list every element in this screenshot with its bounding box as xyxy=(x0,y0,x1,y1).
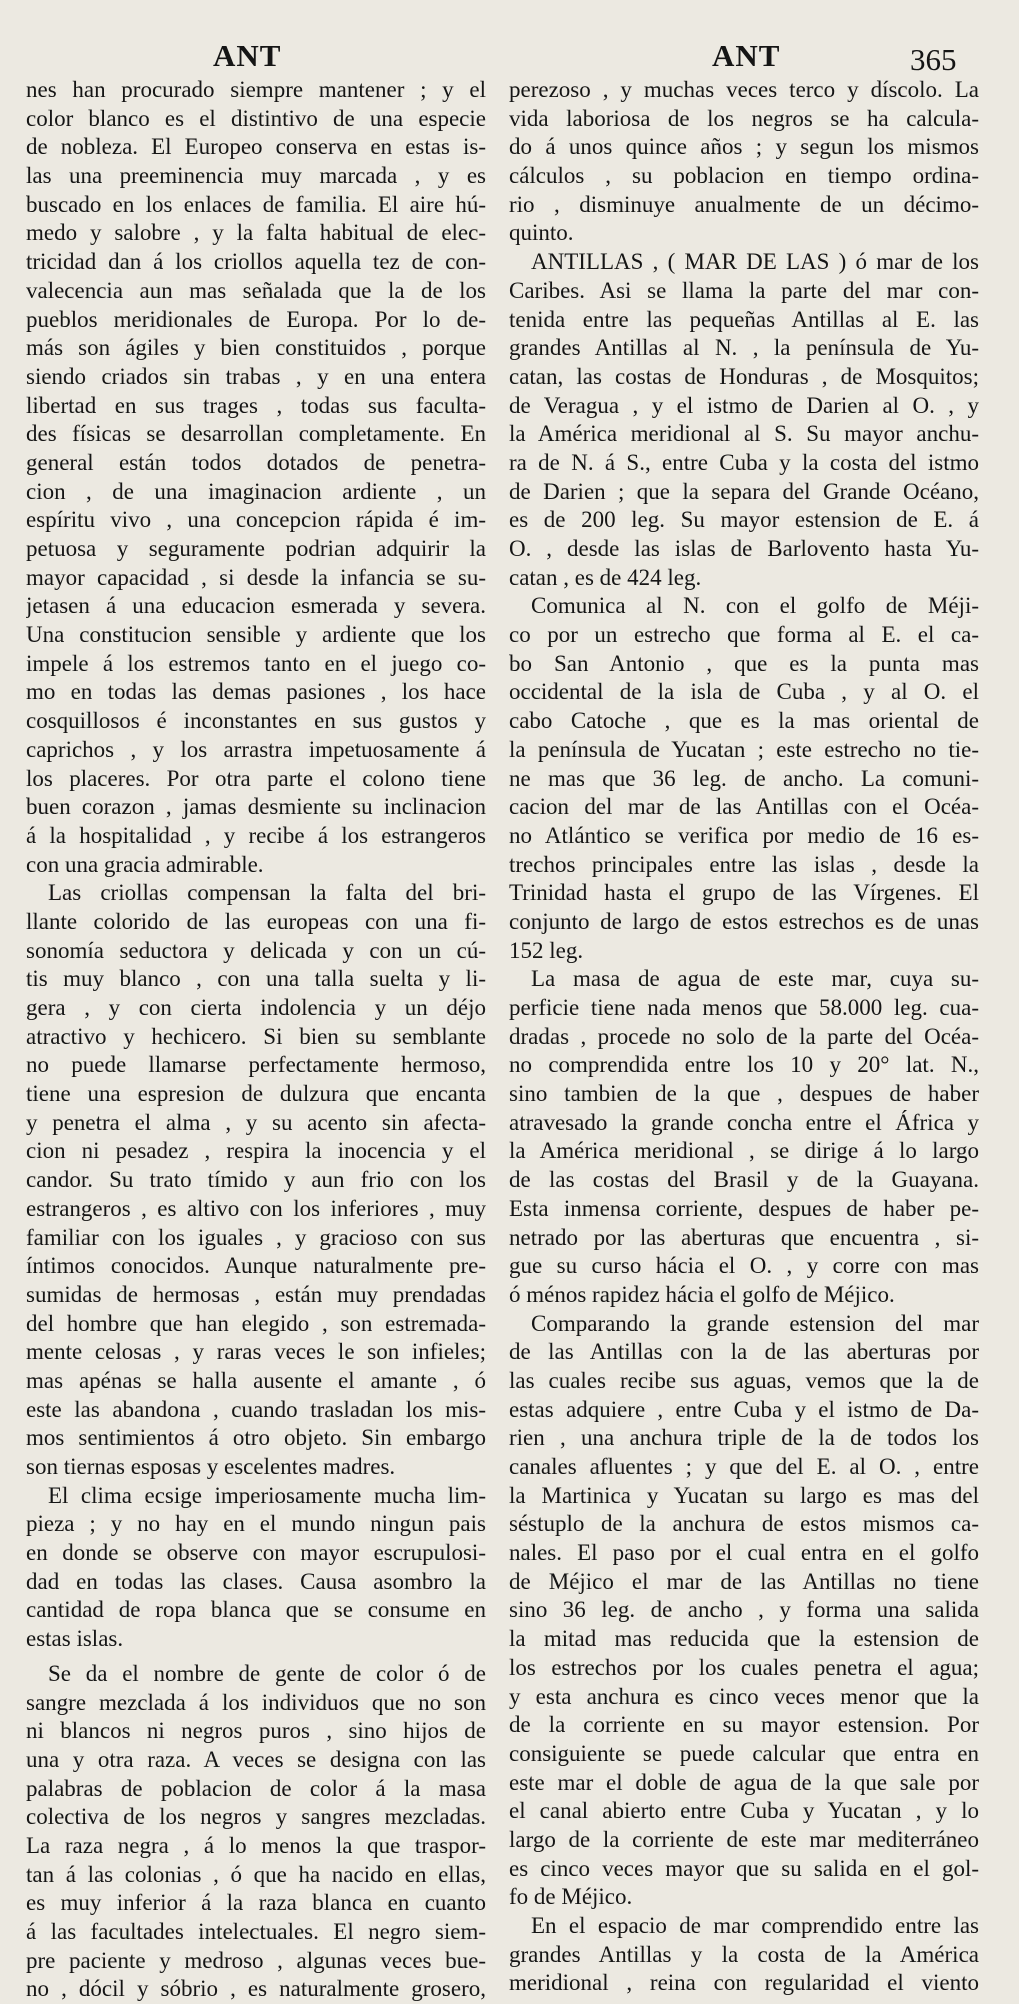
text-line: El clima ecsige imperiosamente mucha lim- xyxy=(48,1482,486,1508)
text-line: vida laboriosa de los negros se ha calcula- xyxy=(509,105,979,131)
text-line: tis muy blanco , con una talla suelta y li- xyxy=(26,966,486,992)
text-line: Comunica al N. con el golfo de Méji- xyxy=(531,593,979,619)
text-line: de nobleza. El Europeo conserva en estas is- xyxy=(26,134,486,160)
text-line: Se da el nombre de gente de color ó de xyxy=(48,1660,486,1686)
text-line: La raza negra , á lo menos la que traspor- xyxy=(26,1832,486,1858)
text-line: tenida entre las pequeñas Antillas al E. las xyxy=(509,306,979,332)
text-line: bo San Antonio , que es la punta mas xyxy=(509,650,979,676)
text-line: no Atlántico se verifica por medio de 16 es- xyxy=(509,822,979,848)
text-line: nales. El paso por el cual entra en el golfo xyxy=(509,1540,979,1566)
text-line: Las criollas compensan la falta del bri- xyxy=(48,880,486,906)
text-line: cantidad de ropa blanca que se consume en xyxy=(26,1597,486,1623)
text-line: grandes Antillas y la costa de la América xyxy=(509,1941,979,1967)
text-line: las una preeminencia muy marcada , y es xyxy=(26,163,486,189)
text-line: grandes Antillas al N. , la península de Yu- xyxy=(509,335,979,361)
text-line: mo en todas las demas pasiones , los hace xyxy=(26,679,486,705)
text-line: rien , una anchura triple de la de todos los xyxy=(509,1425,979,1451)
text-line: jetasen á una educacion esmerada y severa. xyxy=(26,593,486,619)
text-line: des físicas se desarrollan completamente. En xyxy=(26,421,486,447)
text-line: es cinco veces mayor que su salida en el gol- xyxy=(509,1855,979,1881)
text-line: estrangeros , es altivo con los inferiores , muy xyxy=(26,1195,486,1221)
text-line: los estrechos por los cuales penetra el agua; xyxy=(509,1654,979,1680)
text-line: cabo Catoche , que es la mas oriental de xyxy=(509,708,979,734)
text-line: no , dócil y sóbrio , es naturalmente grosero, xyxy=(26,1976,486,2002)
text-line: catan, las costas de Honduras , de Mosquitos; xyxy=(509,363,979,389)
text-line: rio , disminuye anualmente de un décimo- xyxy=(509,191,979,217)
text-line: á la hospitalidad , y recibe á los estrangeros xyxy=(26,822,486,848)
text-line: sino tambien de la que , despues de haber xyxy=(509,1081,979,1107)
text-line: O. , desde las islas de Barlovento hasta Yu- xyxy=(509,536,979,561)
text-line: espíritu vivo , una concepcion rápida é im- xyxy=(26,507,486,533)
text-line: este las abandona , cuando trasladan los mis- xyxy=(26,1396,486,1422)
text-line: ra de N. á S., entre Cuba y la costa del istmo xyxy=(509,449,979,475)
text-line: íntimos conocidos. Aunque naturalmente pre- xyxy=(26,1253,486,1279)
text-line: la Martinica y Yucatan su largo es mas del xyxy=(509,1482,979,1508)
text-line: la península de Yucatan ; este estrecho no tie- xyxy=(509,736,979,762)
text-line: atractivo y hechicero. Si bien su semblante xyxy=(26,1023,486,1049)
text-line: mas apénas se halla ausente el amante , ó xyxy=(26,1367,486,1393)
text-line: con una gracia admirable. xyxy=(26,851,264,877)
text-line: cion , de una imaginacion ardiente , un xyxy=(26,478,486,504)
text-line: cálculos , su poblacion en tiempo ordina- xyxy=(509,163,979,189)
text-line: cion ni pesadez , respira la inocencia y el xyxy=(26,1138,486,1164)
text-line: es de 200 leg. Su mayor estension de E. á xyxy=(509,507,979,533)
text-line: medo y salobre , y la falta habitual de elec- xyxy=(26,220,486,246)
text-line: candor. Su trato tímido y aun frio con los xyxy=(26,1167,486,1193)
text-line: petuosa y seguramente podrian adquirir la xyxy=(26,536,486,561)
text-line: dradas , procede no solo de la parte del Océa- xyxy=(509,1023,979,1049)
text-line: Caribes. Asi se llama la parte del mar con- xyxy=(509,277,979,303)
text-line: occidental de la isla de Cuba , y al O. el xyxy=(509,679,979,705)
text-line: la América meridional , se dirige á lo largo xyxy=(509,1138,979,1164)
right-column xyxy=(509,76,979,1998)
text-line: mayor capacidad , si desde la infancia se su- xyxy=(26,564,486,590)
text-line: cosquillosos é inconstantes en sus gustos y xyxy=(26,708,486,734)
text-line: La masa de agua de este mar, cuya su- xyxy=(531,966,979,992)
text-line: llante colorido de las europeas con una fi- xyxy=(26,908,486,934)
text-line: netrado por las aberturas que encuentra , si- xyxy=(509,1224,979,1250)
text-line: color blanco es el distintivo de una especie xyxy=(26,105,486,131)
text-line: y esta anchura es cinco veces menor que la xyxy=(509,1683,979,1709)
text-line: ó ménos rapidez hácia el golfo de Méjico. xyxy=(509,1281,895,1307)
left-column xyxy=(26,76,486,2004)
text-line: Una constitucion sensible y ardiente que los xyxy=(26,622,486,648)
text-line: canales afluentes ; y que del E. al O. , entre xyxy=(509,1454,979,1479)
text-line: estas adquiere , entre Cuba y el istmo de Da- xyxy=(509,1396,979,1422)
text-line: quinto. xyxy=(509,220,574,246)
text-line: consiguiente se puede calcular que entra en xyxy=(509,1740,979,1766)
text-line: sino 36 leg. de ancho , y forma una salida xyxy=(509,1597,979,1623)
text-line: libertad en sus trages , todas sus faculta- xyxy=(26,392,486,418)
text-line: palabras de poblacion de color á la masa xyxy=(26,1775,486,1801)
text-line: pueblos meridionales de Europa. Por lo de- xyxy=(26,306,486,332)
text-line: tricidad dan á los criollos aquella tez de con- xyxy=(26,249,486,275)
text-line: catan , es de 424 leg. xyxy=(509,564,702,590)
text-line: á las facultades intelectuales. El negro siem- xyxy=(26,1919,486,1944)
text-line: de Darien ; que la separa del Grande Océano, xyxy=(509,478,979,504)
text-line: sonomía seductora y delicada y con un cú- xyxy=(26,937,486,963)
text-line: dad en todas las clases. Causa asombro la xyxy=(26,1568,486,1594)
text-line: del hombre que han elegido , son estremada- xyxy=(26,1310,486,1336)
text-line: de Méjico el mar de las Antillas no tiene xyxy=(509,1568,979,1594)
text-line: de la corriente en su mayor estension. Por xyxy=(509,1712,979,1738)
text-line: no comprendida entre los 10 y 20° lat. N., xyxy=(509,1052,979,1078)
text-line: tiene una espresion de dulzura que encanta xyxy=(26,1081,486,1107)
page-number: 365 xyxy=(910,42,957,77)
text-line: general están todos dotados de penetra- xyxy=(26,449,486,475)
text-line: conjunto de largo de estos estrechos es de unas xyxy=(509,908,979,934)
text-line: Esta inmensa corriente, despues de haber pe- xyxy=(509,1195,979,1221)
text-line: gera , y con cierta indolencia y un déjo xyxy=(26,995,486,1020)
text-line: la mitad mas reducida que la estension de xyxy=(509,1626,979,1652)
text-line: cacion del mar de las Antillas con el Océa- xyxy=(509,794,979,820)
text-line: largo de la corriente de este mar mediterráneo xyxy=(509,1826,979,1852)
text-line: familiar con los iguales , y gracioso con sus xyxy=(26,1224,486,1250)
text-line: En el espacio de mar comprendido entre las xyxy=(531,1913,979,1938)
text-line: la América meridional al S. Su mayor anchu- xyxy=(509,421,979,447)
text-line: es muy inferior á la raza blanca en cuanto xyxy=(26,1890,486,1916)
text-line: este mar el doble de agua de la que sale por xyxy=(509,1769,979,1795)
text-line: tan á las colonias , ó que ha nacido en ellas, xyxy=(26,1861,486,1887)
text-line: Trinidad hasta el grupo de las Vírgenes. El xyxy=(509,880,979,906)
text-line: no puede llamarse perfectamente hermoso, xyxy=(26,1052,486,1078)
text-line: caprichos , y los arrastra impetuosamente á xyxy=(26,736,486,762)
text-line: pieza ; y no hay en el mundo ningun pais xyxy=(26,1511,486,1537)
text-line: una y otra raza. A veces se designa con las xyxy=(26,1746,486,1772)
text-line: Comparando la grande estension del mar xyxy=(531,1310,979,1336)
text-line: buen corazon , jamas desmiente su inclinacion xyxy=(26,794,486,820)
text-line: los placeres. Por otra parte el colono tiene xyxy=(26,765,486,791)
running-head-left: ANT xyxy=(213,38,282,73)
text-line: estas islas. xyxy=(26,1626,124,1652)
text-line: co por un estrecho que forma al E. el ca- xyxy=(509,622,979,648)
text-line: trechos principales entre las islas , desde la xyxy=(509,851,979,877)
text-line: de las Antillas con la de las aberturas por xyxy=(509,1339,979,1365)
text-line: en donde se observe con mayor escrupulosi- xyxy=(26,1540,486,1566)
text-line: y penetra el alma , y su acento sin afecta- xyxy=(26,1109,486,1135)
text-line: ni blancos ni negros puros , sino hijos de xyxy=(26,1718,486,1744)
text-line: fo de Méjico. xyxy=(509,1884,633,1910)
running-head-right: ANT xyxy=(712,38,781,73)
text-line: perficie tiene nada menos que 58.000 leg. cua- xyxy=(509,995,979,1020)
text-line: el canal abierto entre Cuba y Yucatan , y lo xyxy=(509,1798,979,1824)
text-line: mos sentimientos á otro objeto. Sin embargo xyxy=(26,1425,486,1451)
text-line: mente celosas , y raras veces le son infieles; xyxy=(26,1339,486,1365)
text-line: de Veragua , y el istmo de Darien al O. , y xyxy=(509,392,979,418)
text-line: son tiernas esposas y escelentes madres. xyxy=(26,1454,396,1479)
text-line: valecencia aun mas señalada que la de los xyxy=(26,277,486,303)
text-line: gue su curso hácia el O. , y corre con mas xyxy=(509,1253,979,1279)
text-line: pre paciente y medroso , algunas veces bue- xyxy=(26,1947,486,1973)
text-line: siendo criados sin trabas , y en una entera xyxy=(26,363,486,389)
text-line: 152 leg. xyxy=(509,937,584,963)
text-line: ANTILLAS , ( MAR DE LAS ) ó mar de los xyxy=(531,249,979,275)
text-line: las cuales recibe sus aguas, vemos que la de xyxy=(509,1367,979,1393)
text-line: más son ágiles y bien constituidos , porque xyxy=(26,335,486,361)
text-line: impele á los estremos tanto en el juego co- xyxy=(26,650,486,676)
text-line: de las costas del Brasil y de la Guayana. xyxy=(509,1167,979,1193)
text-line: meridional , reina con regularidad el viento xyxy=(509,1970,979,1996)
text-line: atravesado la grande concha entre el África y xyxy=(509,1109,979,1135)
text-line: buscado en los enlaces de familia. El aire hú- xyxy=(26,191,486,217)
text-line: nes han procurado siempre mantener ; y el xyxy=(26,77,486,102)
text-line: sumidas de hermosas , están muy prendadas xyxy=(26,1281,486,1307)
text-line: do á unos quince años ; y segun los mismos xyxy=(509,134,979,160)
text-line: séstuplo de la anchura de estos mismos ca- xyxy=(509,1511,979,1537)
text-line: perezoso , y muchas veces terco y díscolo. La xyxy=(509,77,979,102)
text-line: colectiva de los negros y sangres mezcladas. xyxy=(26,1804,486,1830)
text-line: ne mas que 36 leg. de ancho. La comuni- xyxy=(509,765,979,791)
text-line: sangre mezclada á los individuos que no son xyxy=(26,1689,486,1715)
